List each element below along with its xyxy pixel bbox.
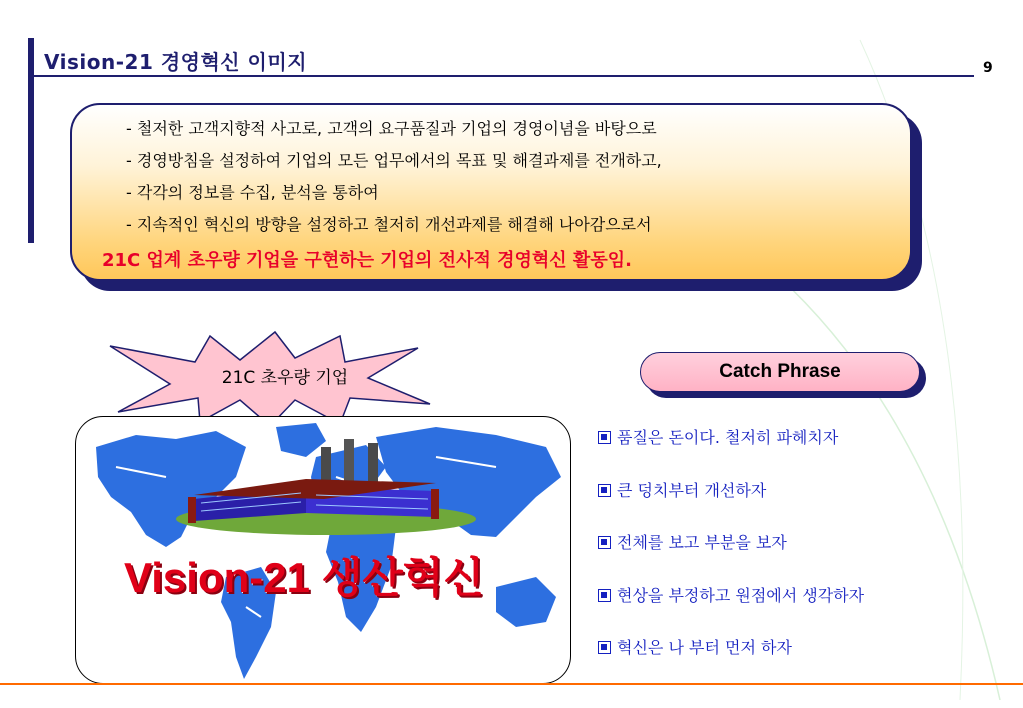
- catch-phrase-item: [598, 530, 787, 553]
- catch-phrase-item: [598, 635, 792, 658]
- catch-phrase-item: [598, 583, 864, 606]
- title-accent-bar: [28, 38, 34, 243]
- burst-label: 21C 초우량 기업: [221, 368, 349, 388]
- intro-line: - 각각의 정보를 수집, 분석을 통하여: [126, 183, 379, 202]
- intro-line: - 철저한 고객지향적 사고로, 고객의 요구품질과 기업의 경영이념을 바탕으로: [126, 119, 657, 138]
- intro-line: - 지속적인 혁신의 방향을 설정하고 철저히 개선과제를 해결해 나아감으로서: [126, 215, 652, 234]
- intro-line: - 경영방침을 설정하여 기업의 모든 업무에서의 목표 및 해결과제를 전개하고,: [126, 151, 662, 170]
- catch-phrase-pill: [640, 352, 920, 392]
- catch-phrase-text: 현상을 부정하고 원점에서 생각하자: [617, 586, 865, 605]
- intro-box: [70, 103, 912, 281]
- catch-phrase-text: 큰 덩치부터 개선하자: [617, 481, 767, 500]
- title-divider: [34, 75, 974, 77]
- catch-phrase-text: 품질은 돈이다. 철저히 파헤치자: [617, 428, 839, 447]
- catch-phrase-label: Catch Phrase: [719, 361, 841, 382]
- footer-divider: [0, 683, 1023, 685]
- page-title: Vision-21 경영혁신 이미지: [44, 50, 308, 74]
- intro-highlight: 21C 업계 초우량 기업을 구현하는 기업의 전사적 경영혁신 활동임.: [102, 250, 632, 271]
- square-bullet-icon: [598, 589, 611, 602]
- catch-phrase-item: [598, 478, 766, 501]
- vision-image-frame: [75, 416, 571, 684]
- catch-phrase-text: 혁신은 나 부터 먼저 하자: [617, 638, 792, 657]
- page-number: 9: [983, 60, 993, 76]
- catch-phrase-text: 전체를 보고 부분을 보자: [617, 533, 787, 552]
- vision-slogan: Vision-21 생산혁신: [124, 554, 484, 601]
- square-bullet-icon: [598, 431, 611, 444]
- square-bullet-icon: [598, 484, 611, 497]
- square-bullet-icon: [598, 641, 611, 654]
- catch-phrase-item: [598, 425, 838, 448]
- square-bullet-icon: [598, 536, 611, 549]
